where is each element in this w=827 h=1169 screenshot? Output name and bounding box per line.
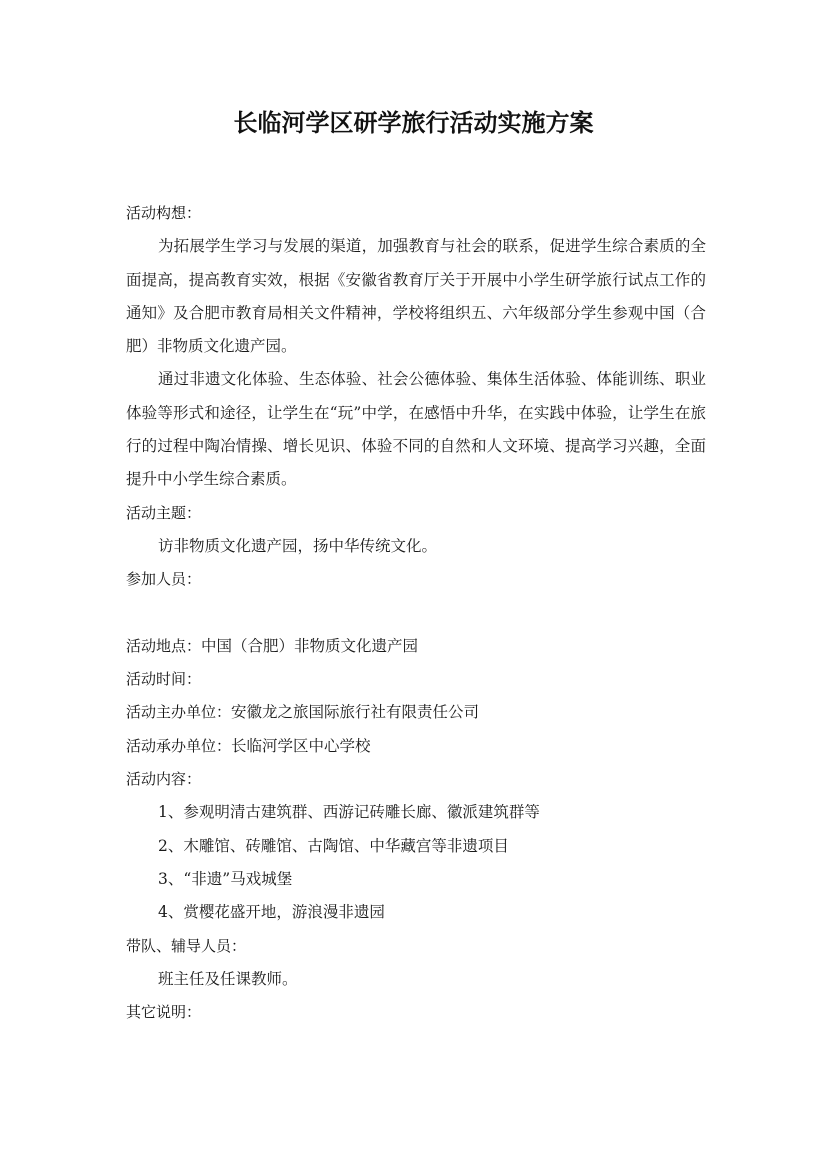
content-item: 2、木雕馆、砖雕馆、古陶馆、中华藏宫等非遗项目	[158, 836, 509, 855]
time-label: 活动时间：	[126, 670, 202, 689]
host-line	[126, 730, 706, 763]
staff-heading: 带队、辅导人员：	[126, 936, 247, 955]
blank-line	[126, 597, 706, 630]
host-value: 长临河学区中心学校	[231, 736, 371, 755]
document-body	[126, 197, 706, 1029]
other-heading: 其它说明：	[126, 1003, 202, 1022]
content-item: 1、参观明清古建筑群、西游记砖雕长廊、徽派建筑群等	[158, 803, 540, 822]
organizer-value: 安徽龙之旅国际旅行社有限责任公司	[231, 703, 480, 722]
content-item: 3、“非遗”马戏城堡	[158, 869, 293, 888]
concept-paragraph-1: 为拓展学生学习与发展的渠道，加强教育与社会的联系，促进学生综合素质的全面提高，提高教育实效，根据《安徽省教育厅关于开展中小学生研学旅行试点工作的通知》及合肥市教育局相关文件精神，学校将组织五、六年级部分学生参观中国（合肥）非物质文化遗产园。	[126, 237, 706, 356]
staff-text: 班主任及任课教师。	[158, 969, 298, 988]
content-heading: 活动内容：	[126, 770, 202, 789]
participants-heading: 参加人员：	[126, 570, 202, 589]
location-label: 活动地点：	[126, 636, 202, 655]
concept-paragraph-2: 通过非遗文化体验、生态体验、社会公德体验、集体生活体验、体能训练、职业体验等形式和途径，让学生在“玩”中学，在感悟中升华，在实践中体验，让学生在旅行的过程中陶冶情操、增长见识、体验不同的自然和人文环境、提高学习兴趣，全面提升中小学生综合素质。	[126, 370, 706, 489]
location-value: 中国（合肥）非物质文化遗产园	[201, 636, 419, 655]
organizer-line	[126, 696, 706, 729]
theme-heading: 活动主题：	[126, 503, 202, 522]
document-title: 长临河学区研学旅行活动实施方案	[233, 109, 594, 137]
organizer-label: 活动主办单位：	[126, 703, 232, 722]
content-item: 4、赏樱花盛开地，游浪漫非遗园	[158, 903, 385, 922]
concept-heading: 活动构想：	[126, 204, 202, 222]
host-label: 活动承办单位：	[126, 736, 232, 755]
time-line	[126, 663, 706, 696]
theme-text: 访非物质文化遗产园，扬中华传统文化。	[158, 536, 438, 555]
location-line	[126, 630, 706, 663]
